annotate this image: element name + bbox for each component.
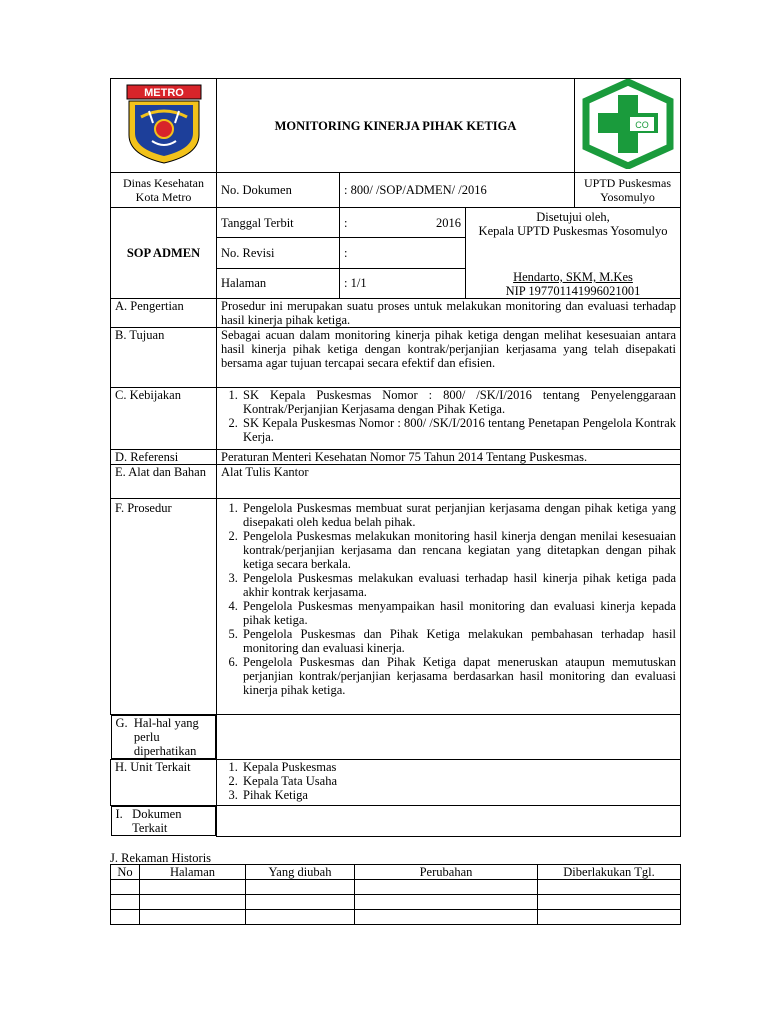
procedure-step: 2. Pengelola Puskesmas melakukan monitoring hasil kinerja dengan menilai kesesuaian kontrak/perjanjian kerjasama dan rencana kegiatan yang ditetapkan dengan pihak ketiga secara berkala. [241,529,676,571]
page-value: : 1/1 [340,268,466,298]
section-g-label [111,715,217,759]
history-cell [140,910,246,925]
signer-nip: NIP 197701141996021001 [505,284,641,298]
organization-name: UPTD Puskesmas Yosomulyo [575,173,681,208]
section-f-label: F. Prosedur [111,499,217,715]
section-h-content [217,760,681,806]
doc-number-value: : 800/ /SOP/ADMEN/ /2016 [340,173,575,208]
history-cell [140,880,246,895]
revision-label: No. Revisi [217,238,340,268]
section-d-label: D. Referensi [111,450,217,465]
puskesmas-cross-icon [580,79,676,169]
history-cell [355,895,538,910]
section-g-prefix: G. [115,716,134,730]
section-a-label: A. Pengertian [111,299,217,328]
section-c-label: C. Kebijakan [111,388,217,450]
section-b-text: Sebagai acuan dalam monitoring kinerja pihak ketiga dengan melihat kesesuaian antara hasil kinerja pihak ketiga dengan kontrak/perjanjian kerjasama yang telah disepakati bersama agar tujuan tercapai secara efektif dan efisien. [217,328,681,388]
related-unit: 3. Pihak Ketiga [241,788,676,802]
table-row [111,895,681,910]
document-title: MONITORING KINERJA PIHAK KETIGA [217,79,575,173]
history-col-halaman: Halaman [140,865,246,880]
section-g-text: Hal-hal yang perlu diperhatikan [133,716,199,758]
policy-item: 2. SK Kepala Puskesmas Nomor : 800/ /SK/I/2016 tentang Penetapan Pengelola Kontrak Kerja. [241,416,676,444]
section-a-text: Prosedur ini merupakan suatu proses untuk melakukan monitoring dan evaluasi terhadap hasil kinerja pihak ketiga. [217,299,681,328]
history-cell [246,910,355,925]
policy-item: 1. SK Kepala Puskesmas Nomor : 800/ /SK/I/2016 tentang Penyelenggaraan Kontrak/Perjanjian Kerjasama dengan Pihak Ketiga. [241,388,676,416]
section-e-label: E. Alat dan Bahan [111,465,217,499]
sop-header-table [110,78,681,837]
issued-date-year: 2016 [436,215,461,230]
history-header-row [111,865,681,880]
revision-value: : [340,238,466,268]
left-logo-cell [111,79,217,173]
svg-text:CO: CO [634,120,649,130]
procedure-step: 5. Pengelola Puskesmas dan Pihak Ketiga melakukan pembahasan terhadap hasil monitoring dan evaluasi kinerja. [241,627,676,655]
crest-banner-text: METRO [143,87,184,99]
approval-block [466,208,681,299]
section-b-label: B. Tujuan [111,328,217,388]
history-col-perubahan: Perubahan [355,865,538,880]
section-e-text: Alat Tulis Kantor [217,465,681,499]
table-row [111,910,681,925]
history-cell [140,895,246,910]
section-h-label: H. Unit Terkait [111,760,217,806]
section-c-content [217,388,681,450]
section-f-content [217,499,681,715]
history-col-no: No [111,865,140,880]
history-cell [538,910,681,925]
section-i-label [111,806,217,836]
sop-title: SOP ADMEN [111,208,217,299]
section-i-text: Dokumen Terkait [132,807,182,835]
procedure-step: 1. Pengelola Puskesmas membuat surat perjanjian kerjasama dengan pihak ketiga yang disepakati oleh kedua belah pihak. [241,501,676,529]
history-cell [111,880,140,895]
history-col-diberlakukan: Diberlakukan Tgl. [538,865,681,880]
issued-date-value [340,208,466,238]
metro-city-crest-icon [119,83,209,165]
department-name: Dinas Kesehatan Kota Metro [111,173,217,208]
issued-date-colon: : [344,215,348,230]
section-i-content [217,806,681,837]
page-label: Halaman [217,268,340,298]
procedure-step: 3. Pengelola Puskesmas melakukan evaluasi terhadap hasil kinerja pihak ketiga pada akhir kontrak kerjasama. [241,571,676,599]
history-cell [111,910,140,925]
doc-number-label: No. Dokumen [217,173,340,208]
right-logo-cell [575,79,681,173]
history-cell [355,910,538,925]
history-cell [538,880,681,895]
history-table [110,864,681,925]
table-row [111,880,681,895]
related-unit: 1. Kepala Puskesmas [241,760,676,774]
history-cell [111,895,140,910]
related-unit: 2. Kepala Tata Usaha [241,774,676,788]
section-d-text: Peraturan Menteri Kesehatan Nomor 75 Tahun 2014 Tentang Puskesmas. [217,450,681,465]
procedure-step: 6. Pengelola Puskesmas dan Pihak Ketiga dapat meneruskan ataupun memutuskan perjanjian kontrak/perjanjian kerjasama berdasarkan hasil monitoring dan evaluasi kinerja pihak ketiga. [241,655,676,697]
history-cell [538,895,681,910]
history-col-yang-diubah: Yang diubah [246,865,355,880]
approved-by: Disetujui oleh, [536,210,610,224]
history-cell [246,880,355,895]
procedure-step: 4. Pengelola Puskesmas menyampaikan hasil monitoring dan evaluasi kinerja kepada pihak ketiga. [241,599,676,627]
section-g-content [217,715,681,760]
history-title: J. Rekaman Historis [110,851,212,865]
issued-date-label: Tanggal Terbit [217,208,340,238]
history-cell [355,880,538,895]
signer-name: Hendarto, SKM, M.Kes [513,270,633,284]
approver-title: Kepala UPTD Puskesmas Yosomulyo [478,224,668,238]
section-i-prefix: I. [115,807,133,821]
history-cell [246,895,355,910]
